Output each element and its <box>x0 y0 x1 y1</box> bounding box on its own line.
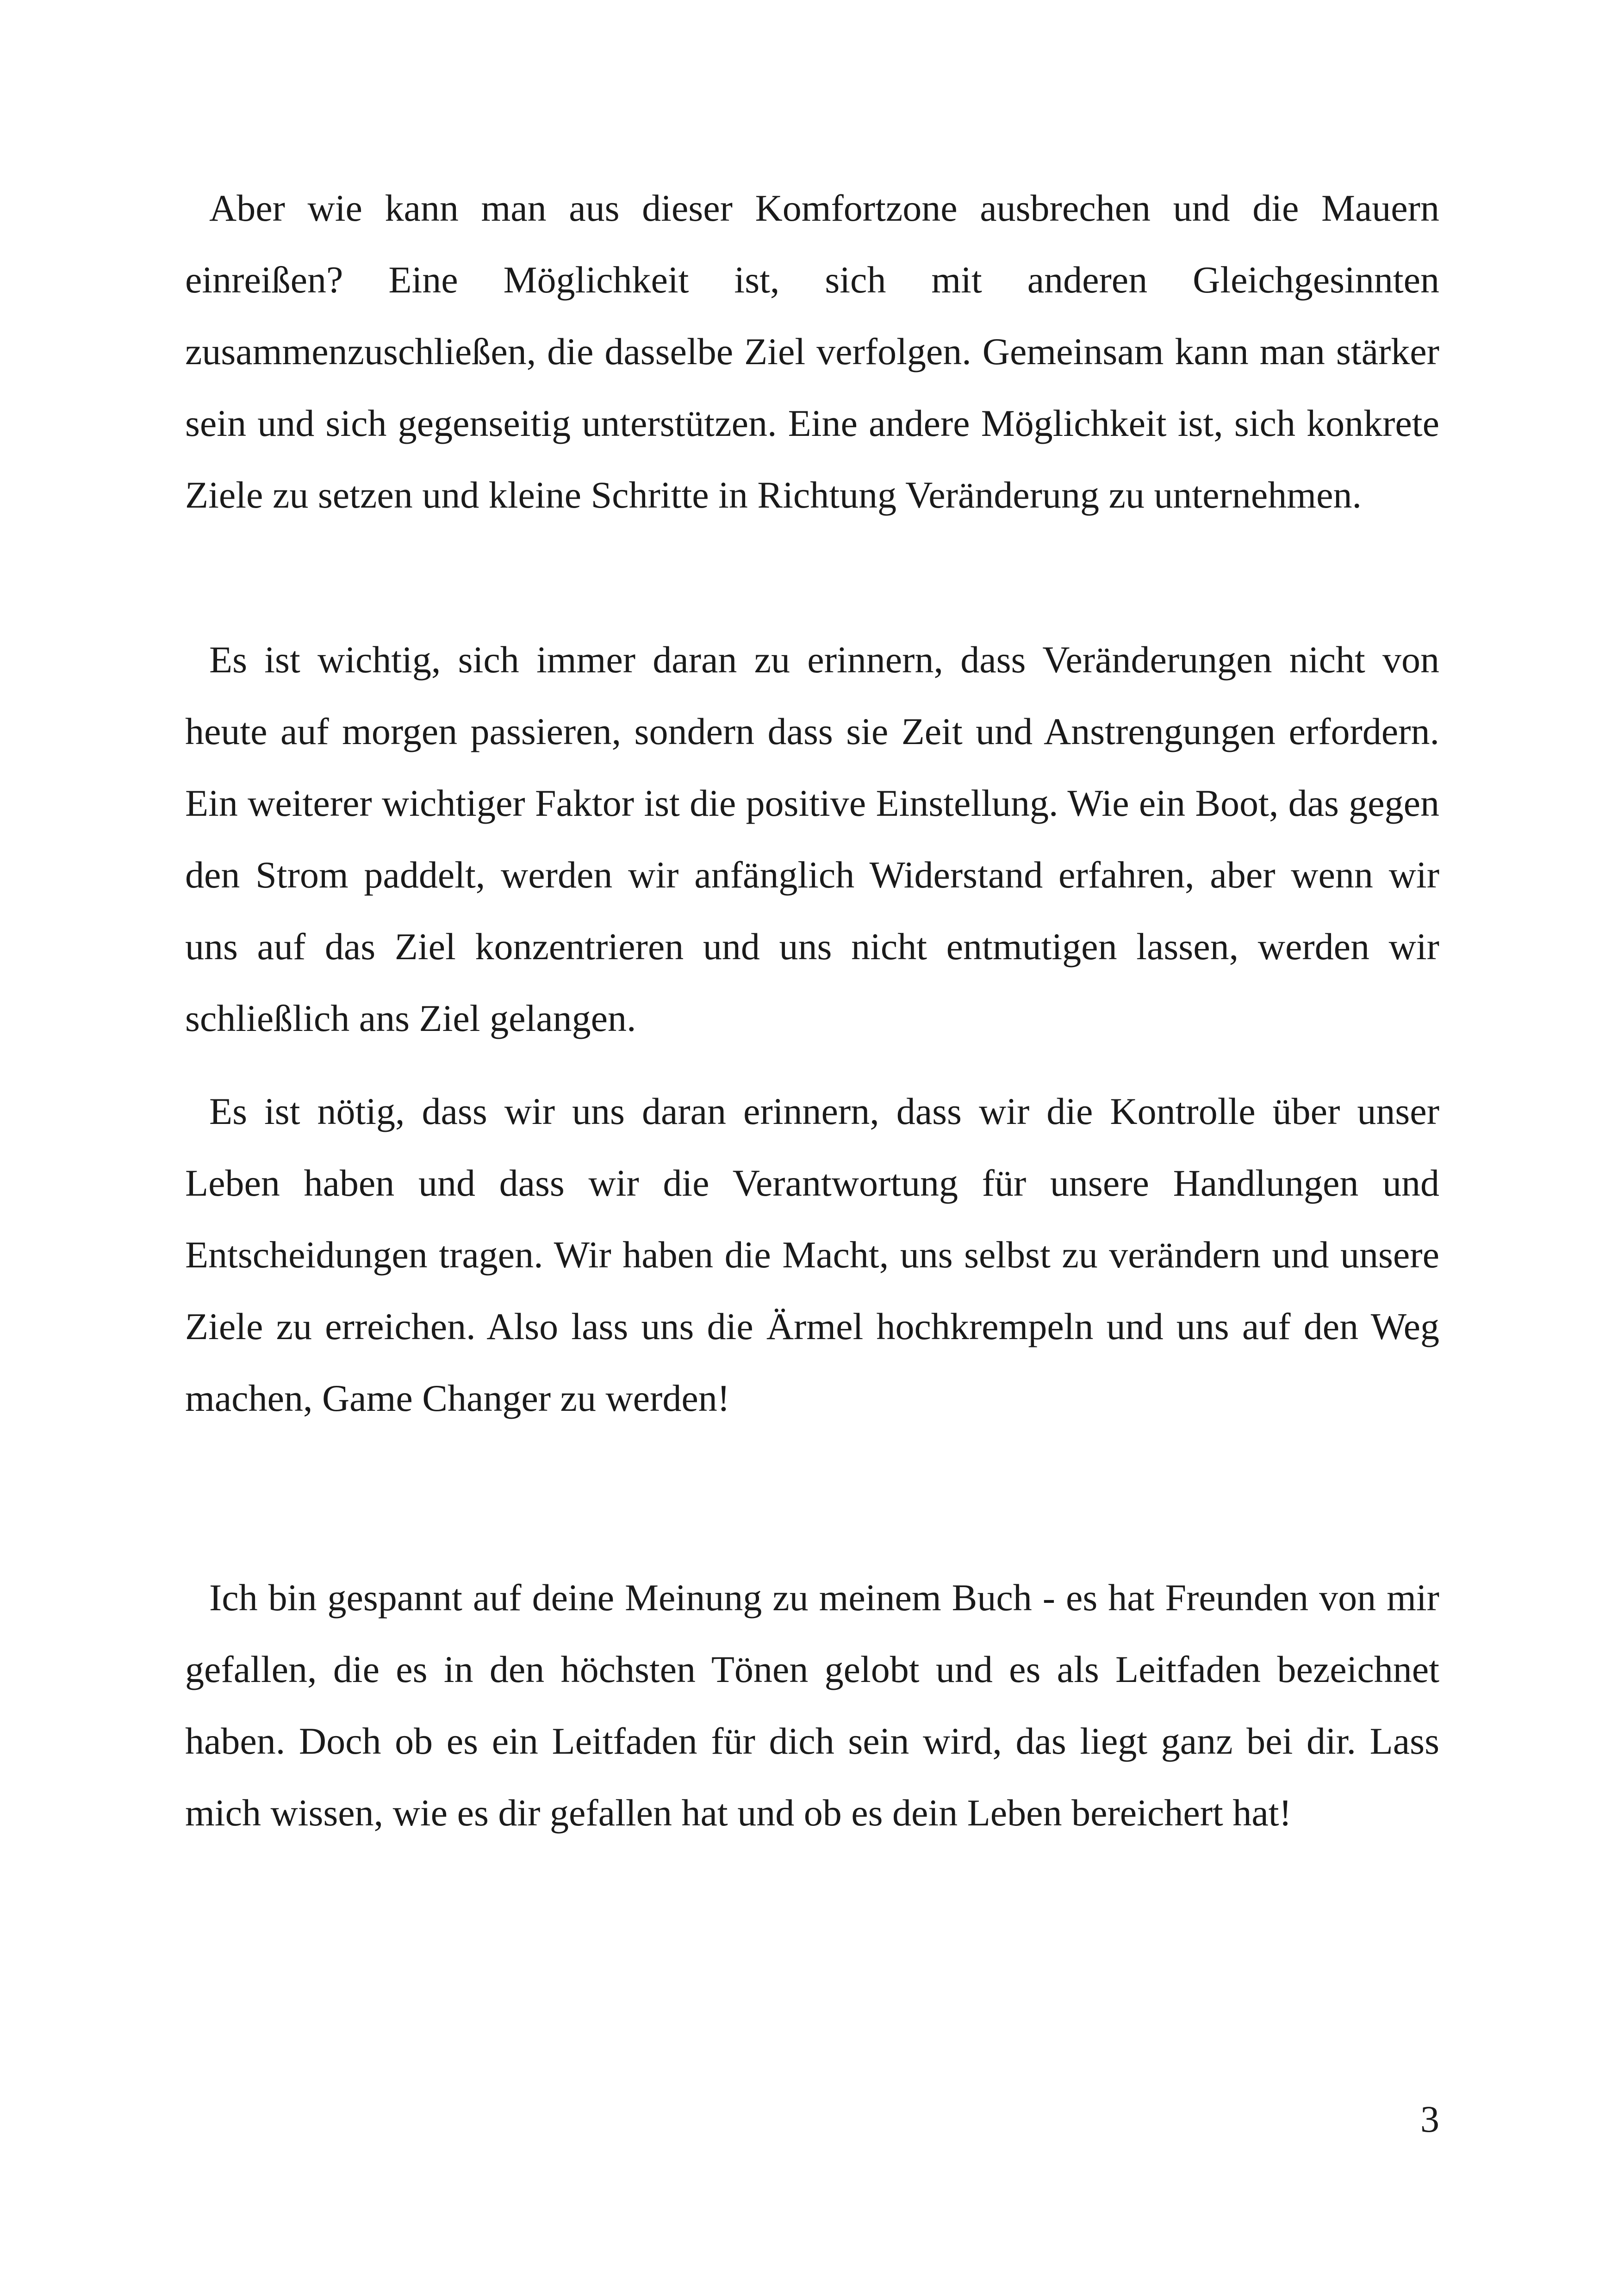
paragraph-change-takes-time <box>185 624 1439 1054</box>
paragraph-feedback-request <box>185 1562 1439 1849</box>
paragraph-text: Es ist nötig, dass wir uns daran erinnern, dass wir die Kontrolle über unser Leben haben und dass wir die Verantwortung für unsere Handlungen und Entscheidungen tragen. Wir haben die Macht, uns selbst zu verändern und unsere Ziele zu erreichen. Also lass uns die Ärmel hochkrempeln und uns auf den Weg machen, Game Changer zu werden! <box>185 1090 1439 1419</box>
paragraph-comfort-zone <box>185 172 1439 531</box>
paragraph-control-over-life <box>185 1075 1439 1434</box>
paragraph-text: Aber wie kann man aus dieser Komfortzone ausbrechen und die Mauern einreißen? Eine Möglichkeit ist, sich mit anderen Gleichgesinnten zusammenzuschließen, die dasselbe Ziel verfolgen. Gemeinsam kann man stärker sein und sich gegenseitig unterstützen. Eine andere Möglichkeit ist, sich konkrete Ziele zu setzen und kleine Schritte in Richtung Veränderung zu unternehmen. <box>185 187 1439 516</box>
paragraph-text: Es ist wichtig, sich immer daran zu erinnern, dass Veränderungen nicht von heute auf morgen passieren, sondern dass sie Zeit und Anstrengungen erfordern. Ein weiterer wichtiger Faktor ist die positive Einstellung. Wie ein Boot, das gegen den Strom paddelt, werden wir anfänglich Widerstand erfahren, aber wenn wir uns auf das Ziel konzentrieren und uns nicht entmutigen lassen, werden wir schließlich ans Ziel gelangen. <box>185 639 1439 1039</box>
paragraph-text: Ich bin gespannt auf deine Meinung zu meinem Buch - es hat Freunden von mir gefallen, die es in den höchsten Tönen gelobt und es als Leitfaden bezeichnet haben. Doch ob es ein Leitfaden für dich sein wird, das liegt ganz bei dir. Lass mich wissen, wie es dir gefallen hat und ob es dein Leben bereichert hat! <box>185 1576 1439 1834</box>
page-number: 3 <box>1420 2098 1439 2140</box>
